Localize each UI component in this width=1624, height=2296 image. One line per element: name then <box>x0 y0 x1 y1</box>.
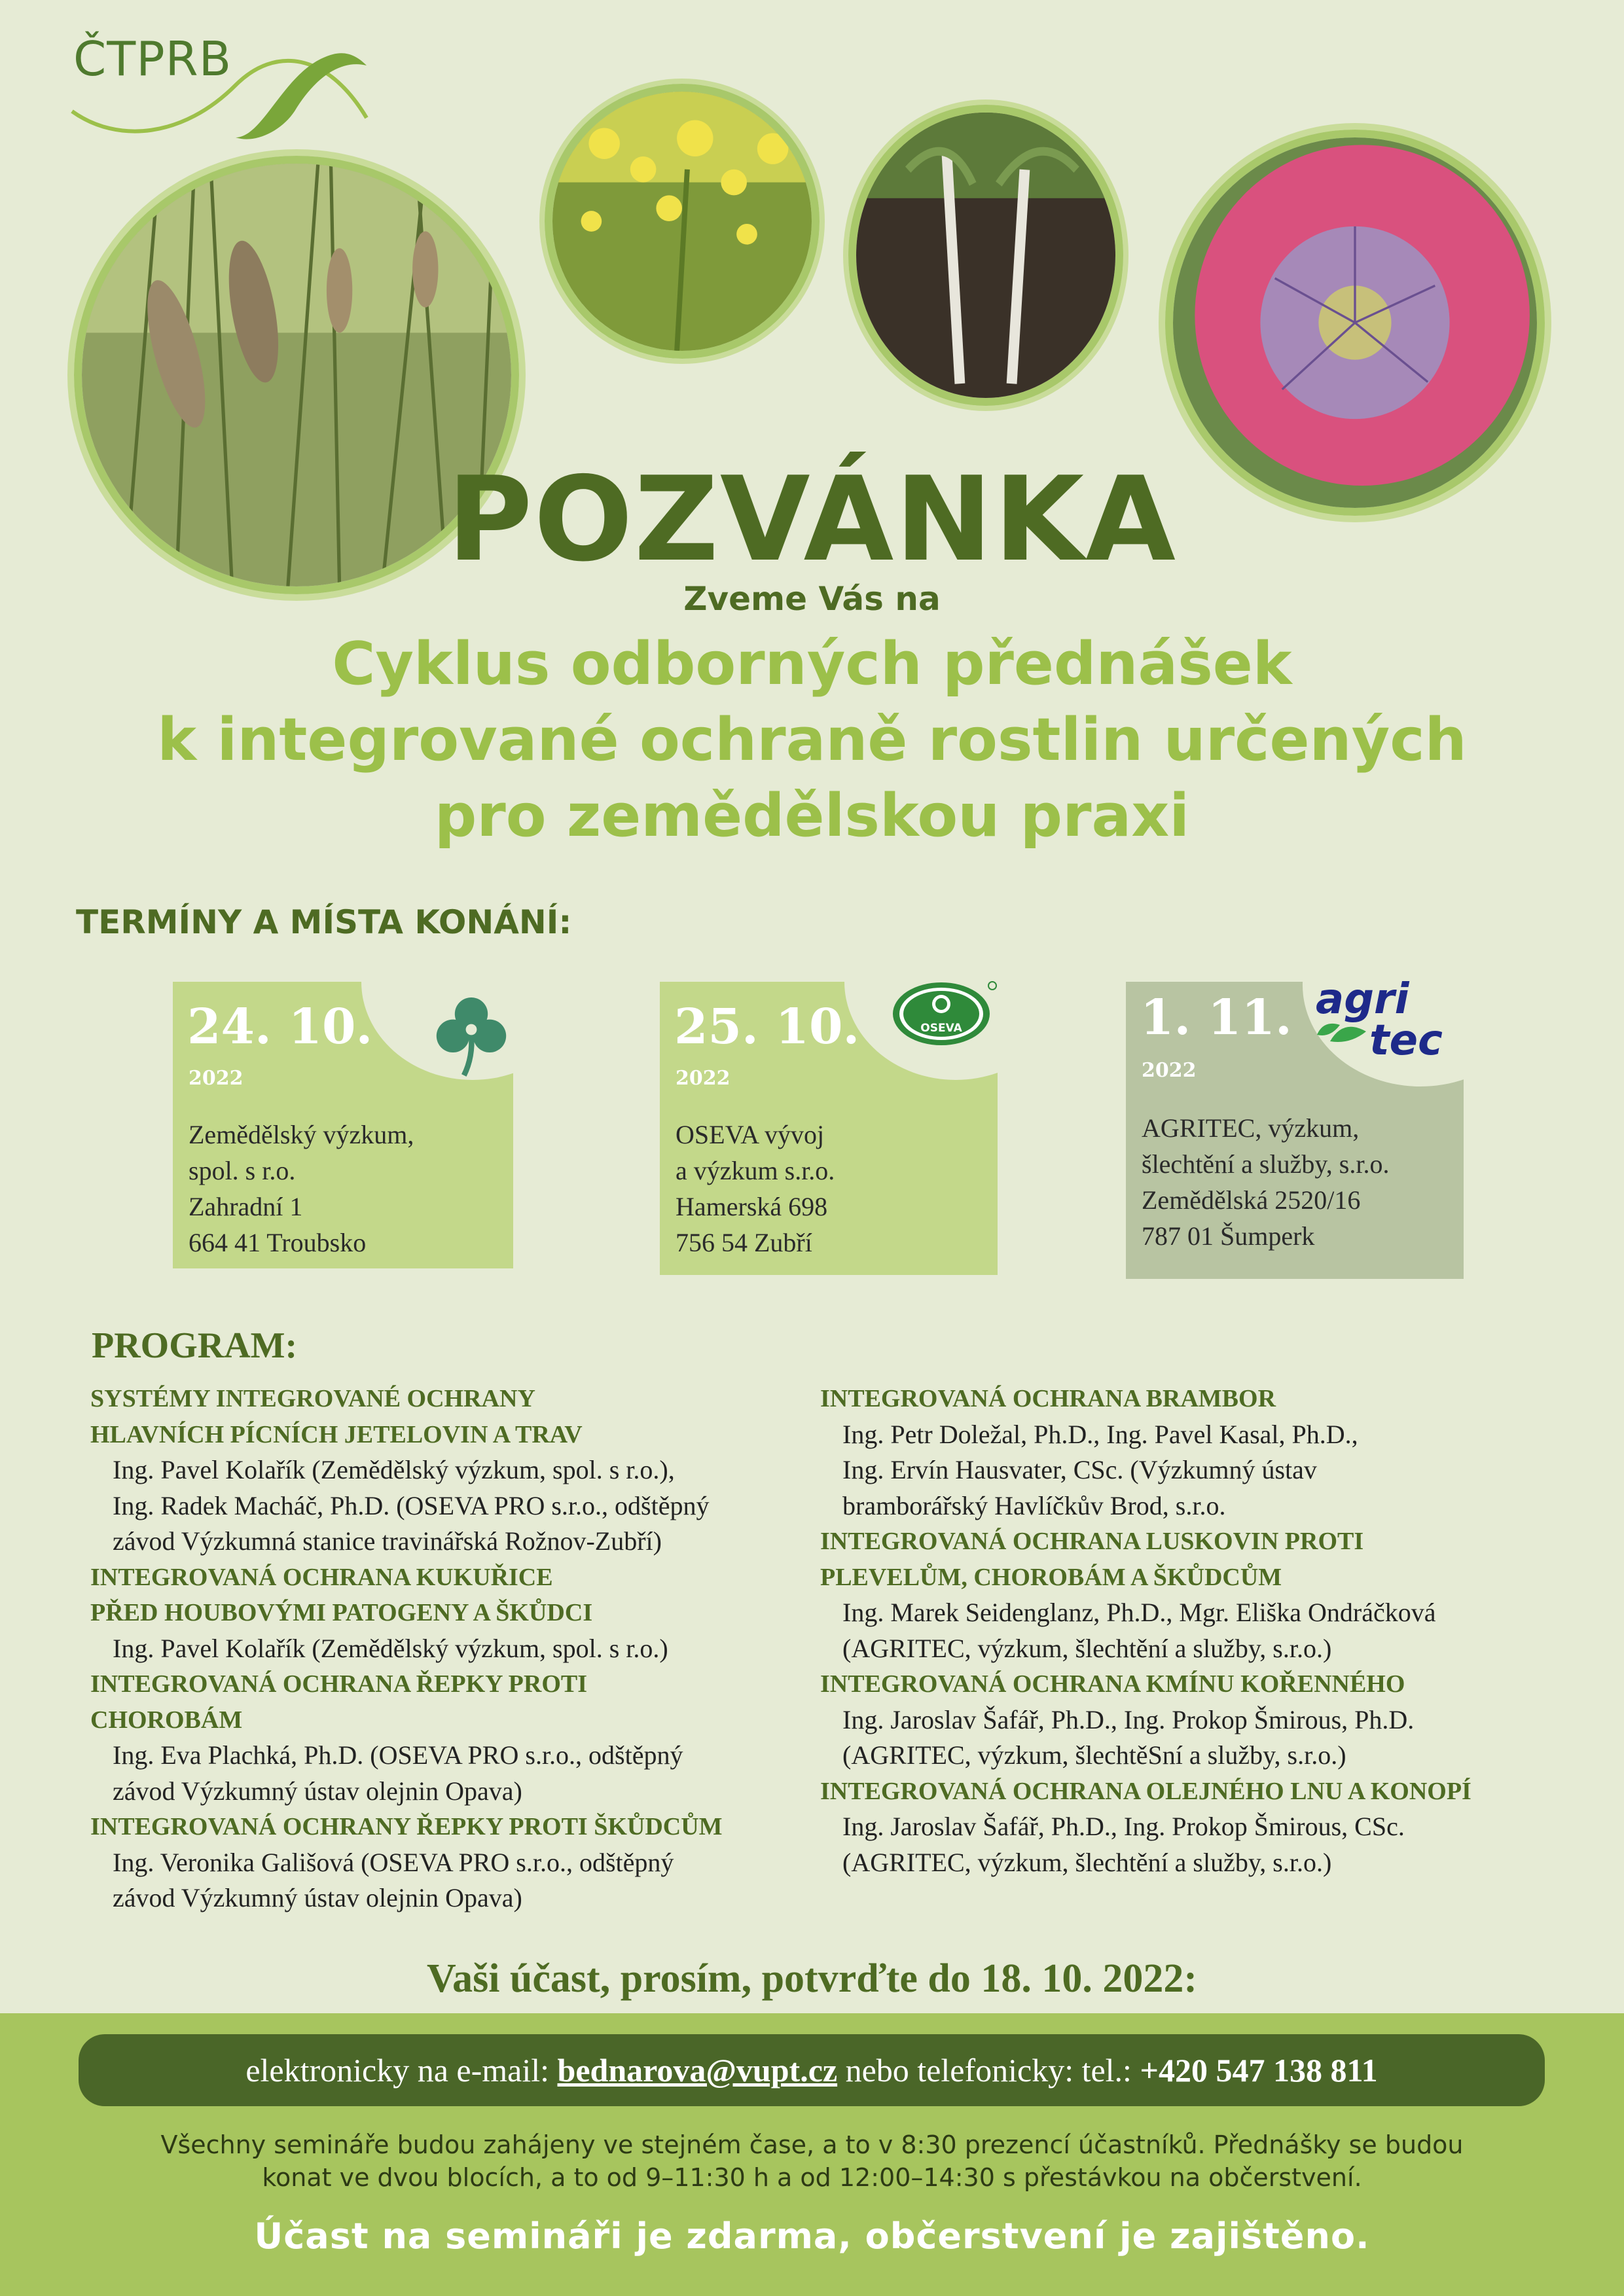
program-speaker: Ing. Marek Seidenglanz, Ph.D., Mgr. Eliška Ondráčková <box>842 1598 1436 1627</box>
program-topic: INTEGROVANÁ OCHRANY ŘEPKY PROTI ŠKŮDCŮM <box>90 1813 723 1840</box>
program-speaker: závod Výzkumná stanice travinářská Rožnov-Zubří) <box>113 1526 662 1556</box>
address-line: 664 41 Troubsko <box>189 1228 367 1257</box>
card-date: 25. 10. <box>674 999 860 1055</box>
email-link[interactable]: bednarova@vupt.cz <box>557 2052 838 2089</box>
program-topic: INTEGROVANÁ OCHRANA LUSKOVIN PROTI <box>820 1528 1364 1555</box>
address-line: Zahradní 1 <box>189 1192 303 1221</box>
card-year: 2022 <box>1142 1059 1197 1082</box>
program-speaker: Ing. Jaroslav Šafář, Ph.D., Ing. Prokop Šmirous, Ph.D. <box>842 1704 1415 1734</box>
program-topic: INTEGROVANÁ OCHRANA OLEJNÉHO LNU A KONOPÍ <box>820 1777 1471 1805</box>
program-speaker: Ing. Pavel Kolařík (Zemědělský výzkum, spol. s r.o.) <box>113 1633 668 1663</box>
program-topic: HLAVNÍCH PÍCNÍCH JETELOVIN A TRAV <box>90 1420 583 1448</box>
program-speaker: Ing. Petr Doležal, Ph.D., Ing. Pavel Kasal, Ph.D., <box>842 1419 1358 1449</box>
address-line: Zemědělská 2520/16 <box>1142 1185 1361 1215</box>
rsvp-heading: Vaši účast, prosím, potvrďte do 18. 10. 2022: <box>426 1956 1197 2001</box>
address-line: 756 54 Zubří <box>676 1228 812 1257</box>
card-address <box>189 1117 414 1261</box>
agritec-logo-top: agri <box>1316 975 1409 1024</box>
address-line: Zemědělský výzkum, <box>189 1120 414 1149</box>
program-speaker: (AGRITEC, výzkum, šlechtěSní a služby, s.r.o.) <box>842 1740 1346 1770</box>
program-speaker: Ing. Pavel Kolařík (Zemědělský výzkum, spol. s r.o.), <box>113 1455 675 1484</box>
phone-number: +420 547 138 811 <box>1140 2052 1378 2089</box>
program-speaker: závod Výzkumný ústav olejnin Opava) <box>113 1776 522 1806</box>
program-column-left <box>90 1381 837 1916</box>
address-line: AGRITEC, výzkum, <box>1142 1113 1360 1143</box>
card-address <box>1142 1110 1389 1254</box>
program-topic: INTEGROVANÁ OCHRANA ŘEPKY PROTI <box>90 1670 588 1698</box>
program-speaker: (AGRITEC, výzkum, šlechtění a služby, s.r.o.) <box>842 1633 1332 1663</box>
address-line: a výzkum s.r.o. <box>676 1156 835 1185</box>
program-speaker: Ing. Radek Macháč, Ph.D. (OSEVA PRO s.r.o., odštěpný <box>113 1490 710 1520</box>
program-item <box>820 1666 1566 1774</box>
program-speaker: Ing. Veronika Gališová (OSEVA PRO s.r.o., odštěpný <box>113 1847 674 1877</box>
agritec-logo <box>1304 973 1468 1071</box>
program-item <box>820 1381 1566 1524</box>
schedule-info-line: konat ve dvou blocích, a to od 9–11:30 h a od 12:00–14:30 s přestávkou na občerstvení. <box>262 2163 1362 2192</box>
program-item <box>820 1524 1566 1666</box>
contact-prefix: elektronicky na e-mail: <box>245 2052 558 2089</box>
program-topic: PŘED HOUBOVÝMI PATOGENY A ŠKŮDCI <box>90 1599 593 1626</box>
program-speaker: bramborářský Havlíčkův Brod, s.r.o. <box>842 1490 1226 1520</box>
program-item <box>90 1666 837 1809</box>
address-line: spol. s r.o. <box>189 1156 296 1185</box>
headline-line: pro zemědělskou praxi <box>434 781 1190 850</box>
headline-line: Cyklus odborných přednášek <box>332 630 1292 698</box>
card-date: 24. 10. <box>187 999 373 1055</box>
program-topic: SYSTÉMY INTEGROVANÉ OCHRANY <box>90 1385 535 1412</box>
schedule-info-line: Všechny semináře budou zahájeny ve stejném čase, a to v 8:30 prezencí účastníků. Přednášky se budou <box>160 2130 1464 2159</box>
program-speaker: Ing. Eva Plachká, Ph.D. (OSEVA PRO s.r.o., odštěpný <box>113 1740 683 1770</box>
card-year: 2022 <box>676 1067 731 1090</box>
roots-photo <box>848 105 1123 406</box>
clover-logo-icon <box>425 988 517 1080</box>
program-topic: CHOROBÁM <box>90 1706 243 1734</box>
rapeseed-photo <box>545 84 820 359</box>
organization-logo: ČTPRB <box>73 31 232 86</box>
program-topic: INTEGROVANÁ OCHRANA BRAMBOR <box>820 1385 1276 1412</box>
program-speaker: Ing. Jaroslav Šafář, Ph.D., Ing. Prokop Šmirous, CSc. <box>842 1812 1405 1841</box>
program-topic: INTEGROVANÁ OCHRANA KUKUŘICE <box>90 1563 553 1591</box>
agritec-logo-bottom: tec <box>1369 1016 1443 1065</box>
oseva-logo <box>889 978 1000 1050</box>
page-title: POZVÁNKA <box>447 452 1177 587</box>
headline-line: k integrované ochraně rostlin určených <box>157 706 1467 774</box>
card-date: 1. 11. <box>1140 990 1292 1046</box>
address-line: Hamerská 698 <box>676 1192 828 1221</box>
terms-heading: TERMÍNY A MÍSTA KONÁNÍ: <box>76 903 572 941</box>
program-item <box>90 1560 837 1667</box>
address-line: šlechtění a služby, s.r.o. <box>1142 1149 1390 1179</box>
card-address <box>676 1117 835 1261</box>
program-heading: PROGRAM: <box>92 1325 298 1366</box>
card-year: 2022 <box>189 1067 244 1090</box>
free-admission-note: Účast na semináři je zdarma, občerstvení je zajištěno. <box>254 2215 1370 2257</box>
program-item <box>820 1774 1566 1881</box>
contact-middle: nebo telefonicky: tel.: <box>837 2052 1140 2089</box>
program-speaker: (AGRITEC, výzkum, šlechtění a služby, s.r.o.) <box>842 1847 1332 1877</box>
program-column-right <box>820 1381 1566 1880</box>
address-line: 787 01 Šumperk <box>1142 1221 1315 1251</box>
address-line: OSEVA vývoj <box>676 1120 825 1149</box>
program-topic: PLEVELŮM, CHOROBÁM A ŠKŮDCŮM <box>820 1563 1282 1591</box>
oseva-logo-text: OSEVA <box>920 1022 962 1035</box>
program-speaker: Ing. Ervín Hausvater, CSc. (Výzkumný ústav <box>842 1455 1317 1484</box>
program-speaker: závod Výzkumný ústav olejnin Opava) <box>113 1883 522 1912</box>
contact-bar <box>79 2034 1545 2106</box>
program-item <box>90 1809 837 1916</box>
invitation-subtitle: Zveme Vás na <box>683 580 941 618</box>
program-topic: INTEGROVANÁ OCHRANA KMÍNU KOŘENNÉHO <box>820 1670 1405 1698</box>
program-item <box>90 1381 837 1560</box>
